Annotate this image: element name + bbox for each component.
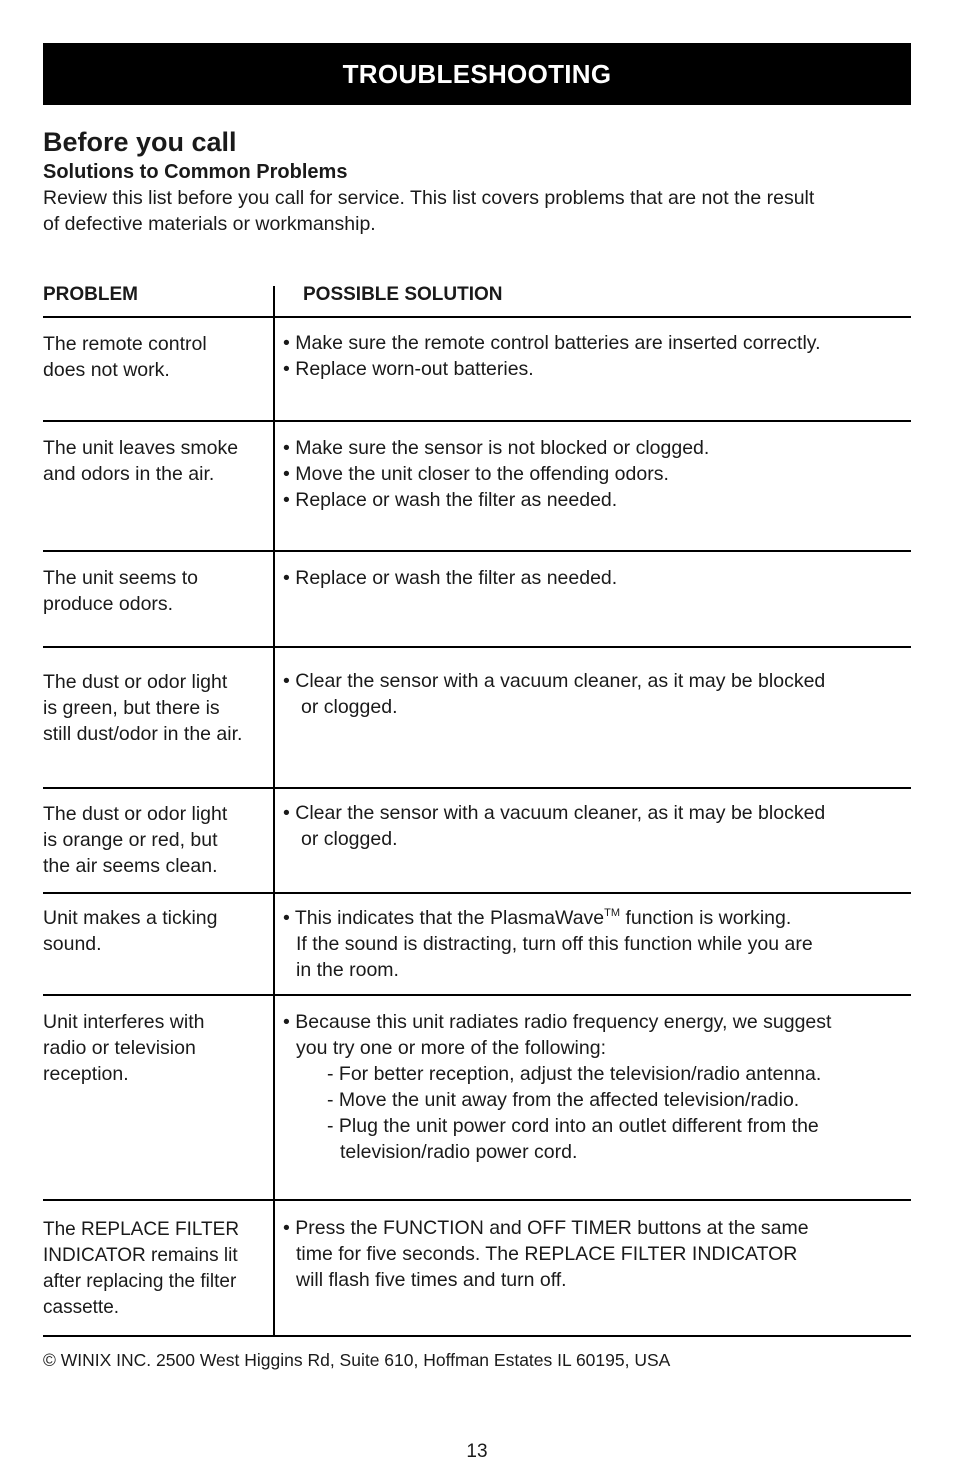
solution-text: function is working. — [620, 907, 792, 929]
banner-title: TROUBLESHOOTING — [342, 58, 612, 89]
column-header-problem: PROBLEM — [43, 284, 138, 305]
table-row — [43, 894, 911, 996]
problem-cell — [43, 552, 273, 646]
solution-line: television/radio power cord. — [340, 1141, 578, 1163]
solution-line — [283, 905, 911, 931]
problem-cell — [43, 422, 273, 550]
intro-line: Review this list before you call for service. This list covers problems that are not the result — [43, 187, 815, 209]
solution-line: • Clear the sensor with a vacuum cleaner, as it may be blocked — [283, 802, 826, 824]
trademark-mark: TM — [604, 907, 621, 919]
solution-line: or clogged. — [301, 828, 398, 850]
troubleshooting-table — [43, 286, 911, 1337]
solution-text: • This indicates that the PlasmaWave — [283, 907, 605, 929]
manual-page — [43, 43, 911, 1337]
page-number: 13 — [466, 1441, 488, 1462]
problem-line: cassette. — [43, 1297, 120, 1318]
table-row — [43, 996, 911, 1201]
problem-line: The unit seems to — [43, 567, 198, 589]
problem-line: the air seems clean. — [43, 855, 218, 877]
section-title: Before you call — [43, 127, 237, 157]
problem-line: sound. — [43, 933, 102, 955]
solution-cell — [273, 894, 911, 994]
problem-line: reception. — [43, 1063, 129, 1085]
problem-line: INDICATOR remains lit — [43, 1245, 238, 1266]
problem-line: produce odors. — [43, 593, 174, 615]
solution-line: • Because this unit radiates radio frequency energy, we suggest — [283, 1011, 832, 1033]
solution-line: time for five seconds. The REPLACE FILTER INDICATOR — [296, 1243, 798, 1265]
problem-line: radio or television — [43, 1037, 196, 1059]
solution-line: will flash five times and turn off. — [296, 1269, 567, 1291]
problem-line: The dust or odor light — [43, 671, 228, 693]
solution-cell — [273, 789, 911, 892]
solution-line: • Replace worn-out batteries. — [283, 358, 534, 380]
solution-cell — [273, 996, 911, 1199]
section-banner — [43, 43, 911, 105]
problem-cell — [43, 789, 273, 892]
solution-line: you try one or more of the following: — [296, 1037, 606, 1059]
solution-line: • Make sure the sensor is not blocked or clogged. — [283, 437, 710, 459]
copyright-footer: © WINIX INC. 2500 West Higgins Rd, Suite 610, Hoffman Estates IL 60195, USA — [43, 1350, 671, 1370]
table-row — [43, 648, 911, 789]
solution-line: - For better reception, adjust the television/radio antenna. — [327, 1063, 822, 1085]
table-row — [43, 789, 911, 894]
intro-line: of defective materials or workmanship. — [43, 213, 376, 235]
problem-line: The unit leaves smoke — [43, 437, 239, 459]
problem-line: and odors in the air. — [43, 463, 215, 485]
problem-cell — [43, 648, 273, 787]
solution-line: If the sound is distracting, turn off this function while you are — [296, 933, 813, 955]
problem-line: is green, but there is — [43, 697, 220, 719]
problem-line: The REPLACE FILTER — [43, 1219, 240, 1240]
table-row — [43, 422, 911, 552]
solution-line: - Move the unit away from the affected television/radio. — [327, 1089, 800, 1111]
problem-cell — [43, 894, 273, 994]
solution-line: • Replace or wash the filter as needed. — [283, 489, 618, 511]
solution-cell — [273, 648, 911, 787]
solution-line: • Move the unit closer to the offending odors. — [283, 463, 669, 485]
solution-line: in the room. — [296, 959, 399, 981]
section-subtitle: Solutions to Common Problems — [43, 161, 348, 183]
intro-paragraph — [43, 185, 911, 237]
problem-line: after replacing the filter — [43, 1271, 237, 1292]
table-row — [43, 552, 911, 648]
problem-line: is orange or red, but — [43, 829, 218, 851]
problem-line: does not work. — [43, 359, 170, 381]
solution-cell — [273, 552, 911, 646]
problem-cell — [43, 318, 273, 420]
problem-cell — [43, 1201, 273, 1335]
problem-cell — [43, 996, 273, 1199]
solution-line: or clogged. — [301, 696, 398, 718]
problem-line: The dust or odor light — [43, 803, 228, 825]
table-header — [43, 286, 911, 318]
table-row — [43, 1201, 911, 1337]
problem-line: still dust/odor in the air. — [43, 723, 243, 745]
solution-line: • Make sure the remote control batteries are inserted correctly. — [283, 332, 821, 354]
solution-cell — [273, 1201, 911, 1335]
solution-line: • Clear the sensor with a vacuum cleaner, as it may be blocked — [283, 670, 826, 692]
column-header-solution: POSSIBLE SOLUTION — [273, 286, 911, 316]
problem-line: The remote control — [43, 333, 207, 355]
table-row — [43, 318, 911, 422]
solution-line: • Replace or wash the filter as needed. — [283, 567, 618, 589]
solution-cell — [273, 318, 911, 420]
problem-line: Unit interferes with — [43, 1011, 205, 1033]
solution-line: • Press the FUNCTION and OFF TIMER buttons at the same — [283, 1217, 809, 1239]
solution-cell — [273, 422, 911, 550]
solution-line: - Plug the unit power cord into an outlet different from the — [327, 1115, 819, 1137]
problem-line: Unit makes a ticking — [43, 907, 218, 929]
